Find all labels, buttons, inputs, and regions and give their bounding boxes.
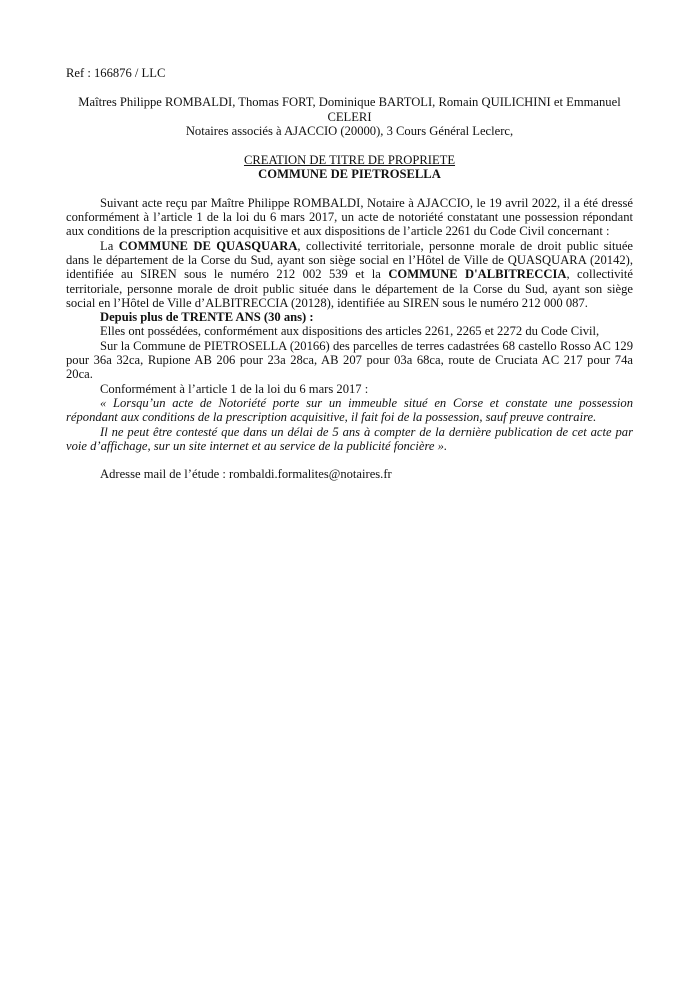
- reference-number: Ref : 166876 / LLC: [66, 66, 166, 80]
- document-page: [66, 66, 633, 481]
- parties-middle: , collectivité territoriale, personne morale de droit public située dans le département de la Corse du Sud, ayant son siège social en l’Hôtel de Ville de QUASQUARA (20142), identifiée au SIREN sous le numéro 212 002 539 et la: [66, 238, 633, 282]
- title-commune: COMMUNE DE PIETROSELLA: [258, 167, 441, 182]
- law-quote-1: « Lorsqu’un acte de Notoriété porte sur un immeuble situé en Corse et constate une possession répondant aux conditions de la prescription acquisitive, il fait foi de la possession, sauf preuve contraire.: [66, 395, 633, 425]
- commune-albitreccia: COMMUNE D'ALBITRECCIA: [388, 267, 567, 282]
- office-email: Adresse mail de l’étude : rombaldi.formalites@notaires.fr: [100, 467, 392, 482]
- commune-quasquara: COMMUNE DE QUASQUARA: [118, 238, 298, 253]
- parties-suffix: , collectivité territoriale, personne morale de droit public située dans le département de la Corse du Sud, ayant son siège social en l’Hôtel de Ville d’ALBITRECCIA (20128), identifiée au SIREN sous le numéro 212 000 087.: [66, 267, 634, 310]
- notaries-header: [66, 95, 633, 138]
- notaries-address: Notaires associés à AJACCIO (20000), 3 Cours Général Leclerc,: [185, 123, 514, 138]
- document-body: [66, 196, 633, 482]
- parties-prefix: La: [100, 238, 119, 253]
- title-creation: CREATION DE TITRE DE PROPRIETE: [243, 153, 456, 168]
- parcels-paragraph: Sur la Commune de PIETROSELLA (20166) des parcelles de terres cadastrées 68 castello Rosso AC 129 pour 36a 32ca, Rupione AB 206 pour 23a 28ca, AB 207 pour 03a 68ca, route de Cruciata AC 217 pour 74a 20ca.: [66, 338, 633, 382]
- law-reference: Conformément à l’article 1 de la loi du 6 mars 2017 :: [100, 381, 369, 396]
- possession-paragraph: Elles ont possédées, conformément aux dispositions des articles 2261, 2265 et 2272 du Code Civil,: [100, 324, 600, 339]
- notaries-names-line1: Maîtres Philippe ROMBALDI, Thomas FORT, Dominique BARTOLI, Romain QUILICHINI et Emmanuel: [78, 95, 621, 110]
- document-title: [66, 153, 633, 182]
- notaries-names-line2: CELERI: [327, 109, 372, 124]
- duration-heading: Depuis plus de TRENTE ANS (30 ans) :: [100, 310, 314, 325]
- parties-paragraph: [66, 239, 633, 310]
- intro-paragraph: Suivant acte reçu par Maître Philippe ROMBALDI, Notaire à AJACCIO, le 19 avril 2022, il a été dressé conformément à l’article 1 de la loi du 6 mars 2017, un acte de notoriété constatant une possession répondant aux conditions de la prescription acquisitive et aux dispositions de l’article 2261 du Code Civil concernant :: [66, 195, 633, 239]
- law-quote-2: Il ne peut être contesté que dans un délai de 5 ans à compter de la dernière publication de cet acte par voie d’affichage, sur un site internet et au service de la publicité foncière ».: [66, 424, 633, 453]
